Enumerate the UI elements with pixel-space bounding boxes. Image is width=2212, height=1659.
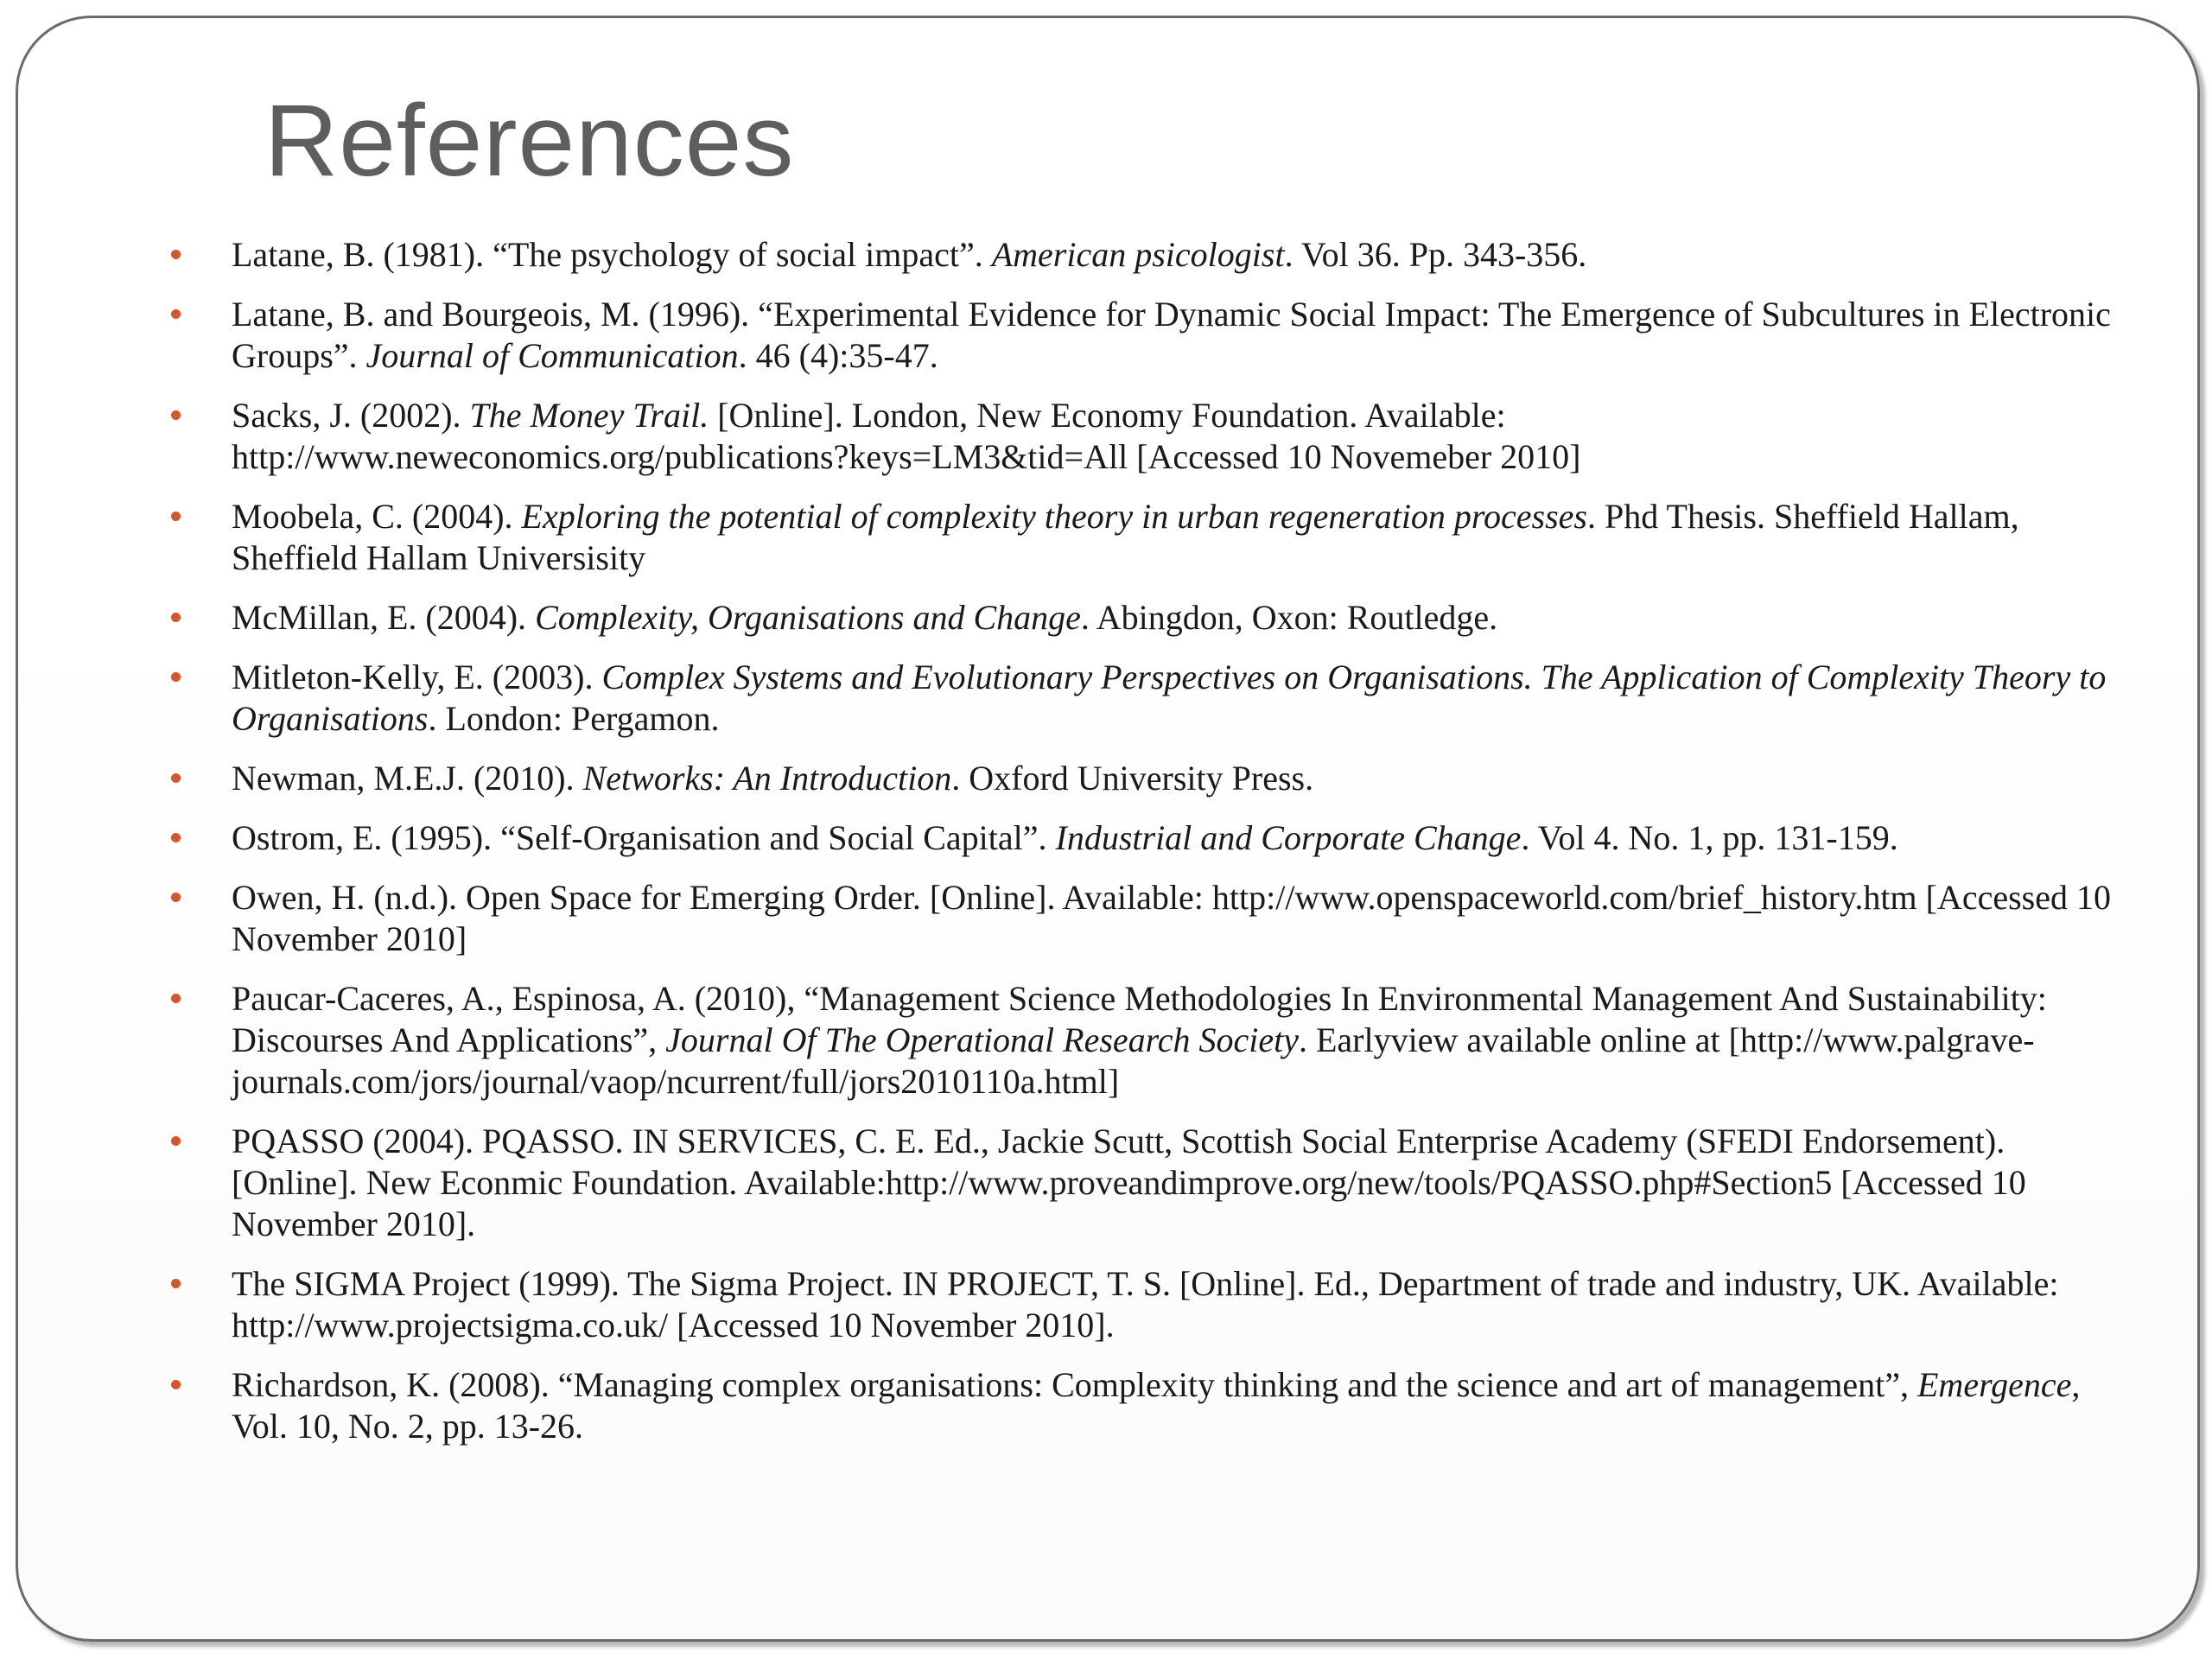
bullet-icon (171, 672, 181, 682)
bullet-icon (171, 410, 181, 420)
bullet-icon (171, 1136, 181, 1146)
reference-italic-segment: Journal of Communication (365, 336, 739, 375)
reference-item (169, 877, 2122, 960)
reference-text (232, 658, 2106, 738)
bullet-icon (171, 994, 181, 1003)
reference-text (232, 979, 2047, 1101)
reference-segment: The SIGMA Project (1999). The Sigma Project. IN PROJECT, T. S. [Online]. Ed., Department of trade and industry, UK. Available: http://www.projectsigma.co.uk/ [Accessed 10 November 2010]. (232, 1264, 2059, 1344)
reference-text (232, 878, 2111, 958)
reference-segment: , Vol. 10, No. 2, pp. 13-26. (232, 1365, 2081, 1446)
reference-text (232, 295, 2111, 375)
reference-text (232, 497, 2019, 577)
reference-item (169, 496, 2122, 579)
bullet-icon (171, 773, 181, 783)
reference-item (169, 1263, 2122, 1346)
reference-text (232, 759, 1313, 798)
reference-segment: . London: Pergamon. (428, 699, 720, 738)
slide-frame (16, 16, 2200, 1642)
reference-segment: . Earlyview available online at [http://www.palgrave-journals.com/jors/journal/vaop/ncurrent/full/jors2010110a.html] (232, 1020, 2035, 1101)
reference-italic-segment: Networks: An Introduction (582, 759, 952, 798)
reference-item (169, 234, 2122, 276)
reference-italic-segment: Complexity, Organisations and Change (535, 598, 1081, 637)
reference-segment: McMillan, E. (2004). (232, 598, 536, 637)
reference-item (169, 758, 2122, 799)
reference-italic-segment: Exploring the potential of complexity theory in urban regeneration processes (521, 497, 1587, 536)
bullet-icon (171, 613, 181, 622)
reference-text (232, 235, 1586, 274)
reference-segment: . Vol 36. Pp. 343-356. (1284, 235, 1587, 274)
reference-segment: Latane, B. and Bourgeois, M. (1996). “Experimental Evidence for Dynamic Social Impact: The Emergence of Subcultures in Electronic Groups”. (232, 295, 2111, 375)
reference-segment: Mitleton-Kelly, E. (2003). (232, 658, 602, 696)
bullet-icon (171, 1380, 181, 1389)
bullet-icon (171, 893, 181, 902)
reference-item (169, 395, 2122, 478)
reference-item (169, 657, 2122, 740)
reference-segment: . Phd Thesis. Sheffield Hallam, Sheffield Hallam Universisity (232, 497, 2019, 577)
reference-text (232, 1122, 2026, 1243)
reference-text (232, 396, 1580, 476)
reference-segment: Owen, H. (n.d.). Open Space for Emerging Order. [Online]. Available: http://www.openspaceworld.com/brief_history.htm [Accessed 10 November 2010] (232, 878, 2111, 958)
reference-item (169, 817, 2122, 859)
reference-segment: . Oxford University Press. (951, 759, 1314, 798)
reference-segment: Latane, B. (1981). “The psychology of social impact”. (232, 235, 992, 274)
reference-segment: Sacks, J. (2002). (232, 396, 470, 435)
reference-item (169, 978, 2122, 1103)
reference-italic-segment: Industrial and Corporate Change (1055, 818, 1522, 857)
reference-italic-segment: American psicologist (991, 235, 1285, 274)
reference-segment: . Abingdon, Oxon: Routledge. (1080, 598, 1498, 637)
reference-segment: . 46 (4):35-47. (738, 336, 938, 375)
reference-italic-segment: Complex Systems and Evolutionary Perspectives on Organisations. The Application of Complexity Theory to Organisations (232, 658, 2107, 738)
reference-text (232, 818, 1898, 857)
reference-segment: Ostrom, E. (1995). “Self-Organisation and Social Capital”. (232, 818, 1056, 857)
reference-item (169, 1121, 2122, 1245)
reference-item (169, 597, 2122, 639)
slide-title: References (264, 84, 795, 198)
reference-list (169, 234, 2122, 1465)
reference-segment: Moobela, C. (2004). (232, 497, 522, 536)
bullet-icon (171, 1279, 181, 1288)
reference-item (169, 294, 2122, 377)
reference-text (232, 1365, 2080, 1446)
reference-item (169, 1364, 2122, 1447)
bullet-icon (171, 309, 181, 319)
reference-italic-segment: The Money Trail. (469, 396, 709, 435)
reference-segment: [Online]. London, New Economy Foundation. Available: http://www.neweconomics.org/publications?keys=LM3&tid=All [Accessed 10 Novemeber 2010] (232, 396, 1581, 476)
reference-segment: Newman, M.E.J. (2010). (232, 759, 583, 798)
reference-segment: Richardson, K. (2008). “Managing complex organisations: Complexity thinking and the science and art of management”, (232, 1365, 1917, 1404)
bullet-icon (171, 512, 181, 521)
reference-segment: PQASSO (2004). PQASSO. IN SERVICES, C. E. Ed., Jackie Scutt, Scottish Social Enterprise Academy (SFEDI Endorsement). [Online]. New Econmic Foundation. Available:http://www.proveandimprove.org/new/tools/PQASSO.php#Section5 [Accessed 10 November 2010]. (232, 1122, 2026, 1243)
reference-italic-segment: Emergence (1917, 1365, 2072, 1404)
reference-segment: . Vol 4. No. 1, pp. 131-159. (1521, 818, 1898, 857)
reference-segment: Paucar-Caceres, A., Espinosa, A. (2010), “Management Science Methodologies In Environmental Management And Sustainability: Discourses And Applications”, (232, 979, 2047, 1059)
reference-text (232, 1264, 2058, 1344)
bullet-icon (171, 833, 181, 842)
reference-italic-segment: Journal Of The Operational Research Society (665, 1020, 1299, 1059)
reference-text (232, 598, 1497, 637)
bullet-icon (171, 250, 181, 259)
